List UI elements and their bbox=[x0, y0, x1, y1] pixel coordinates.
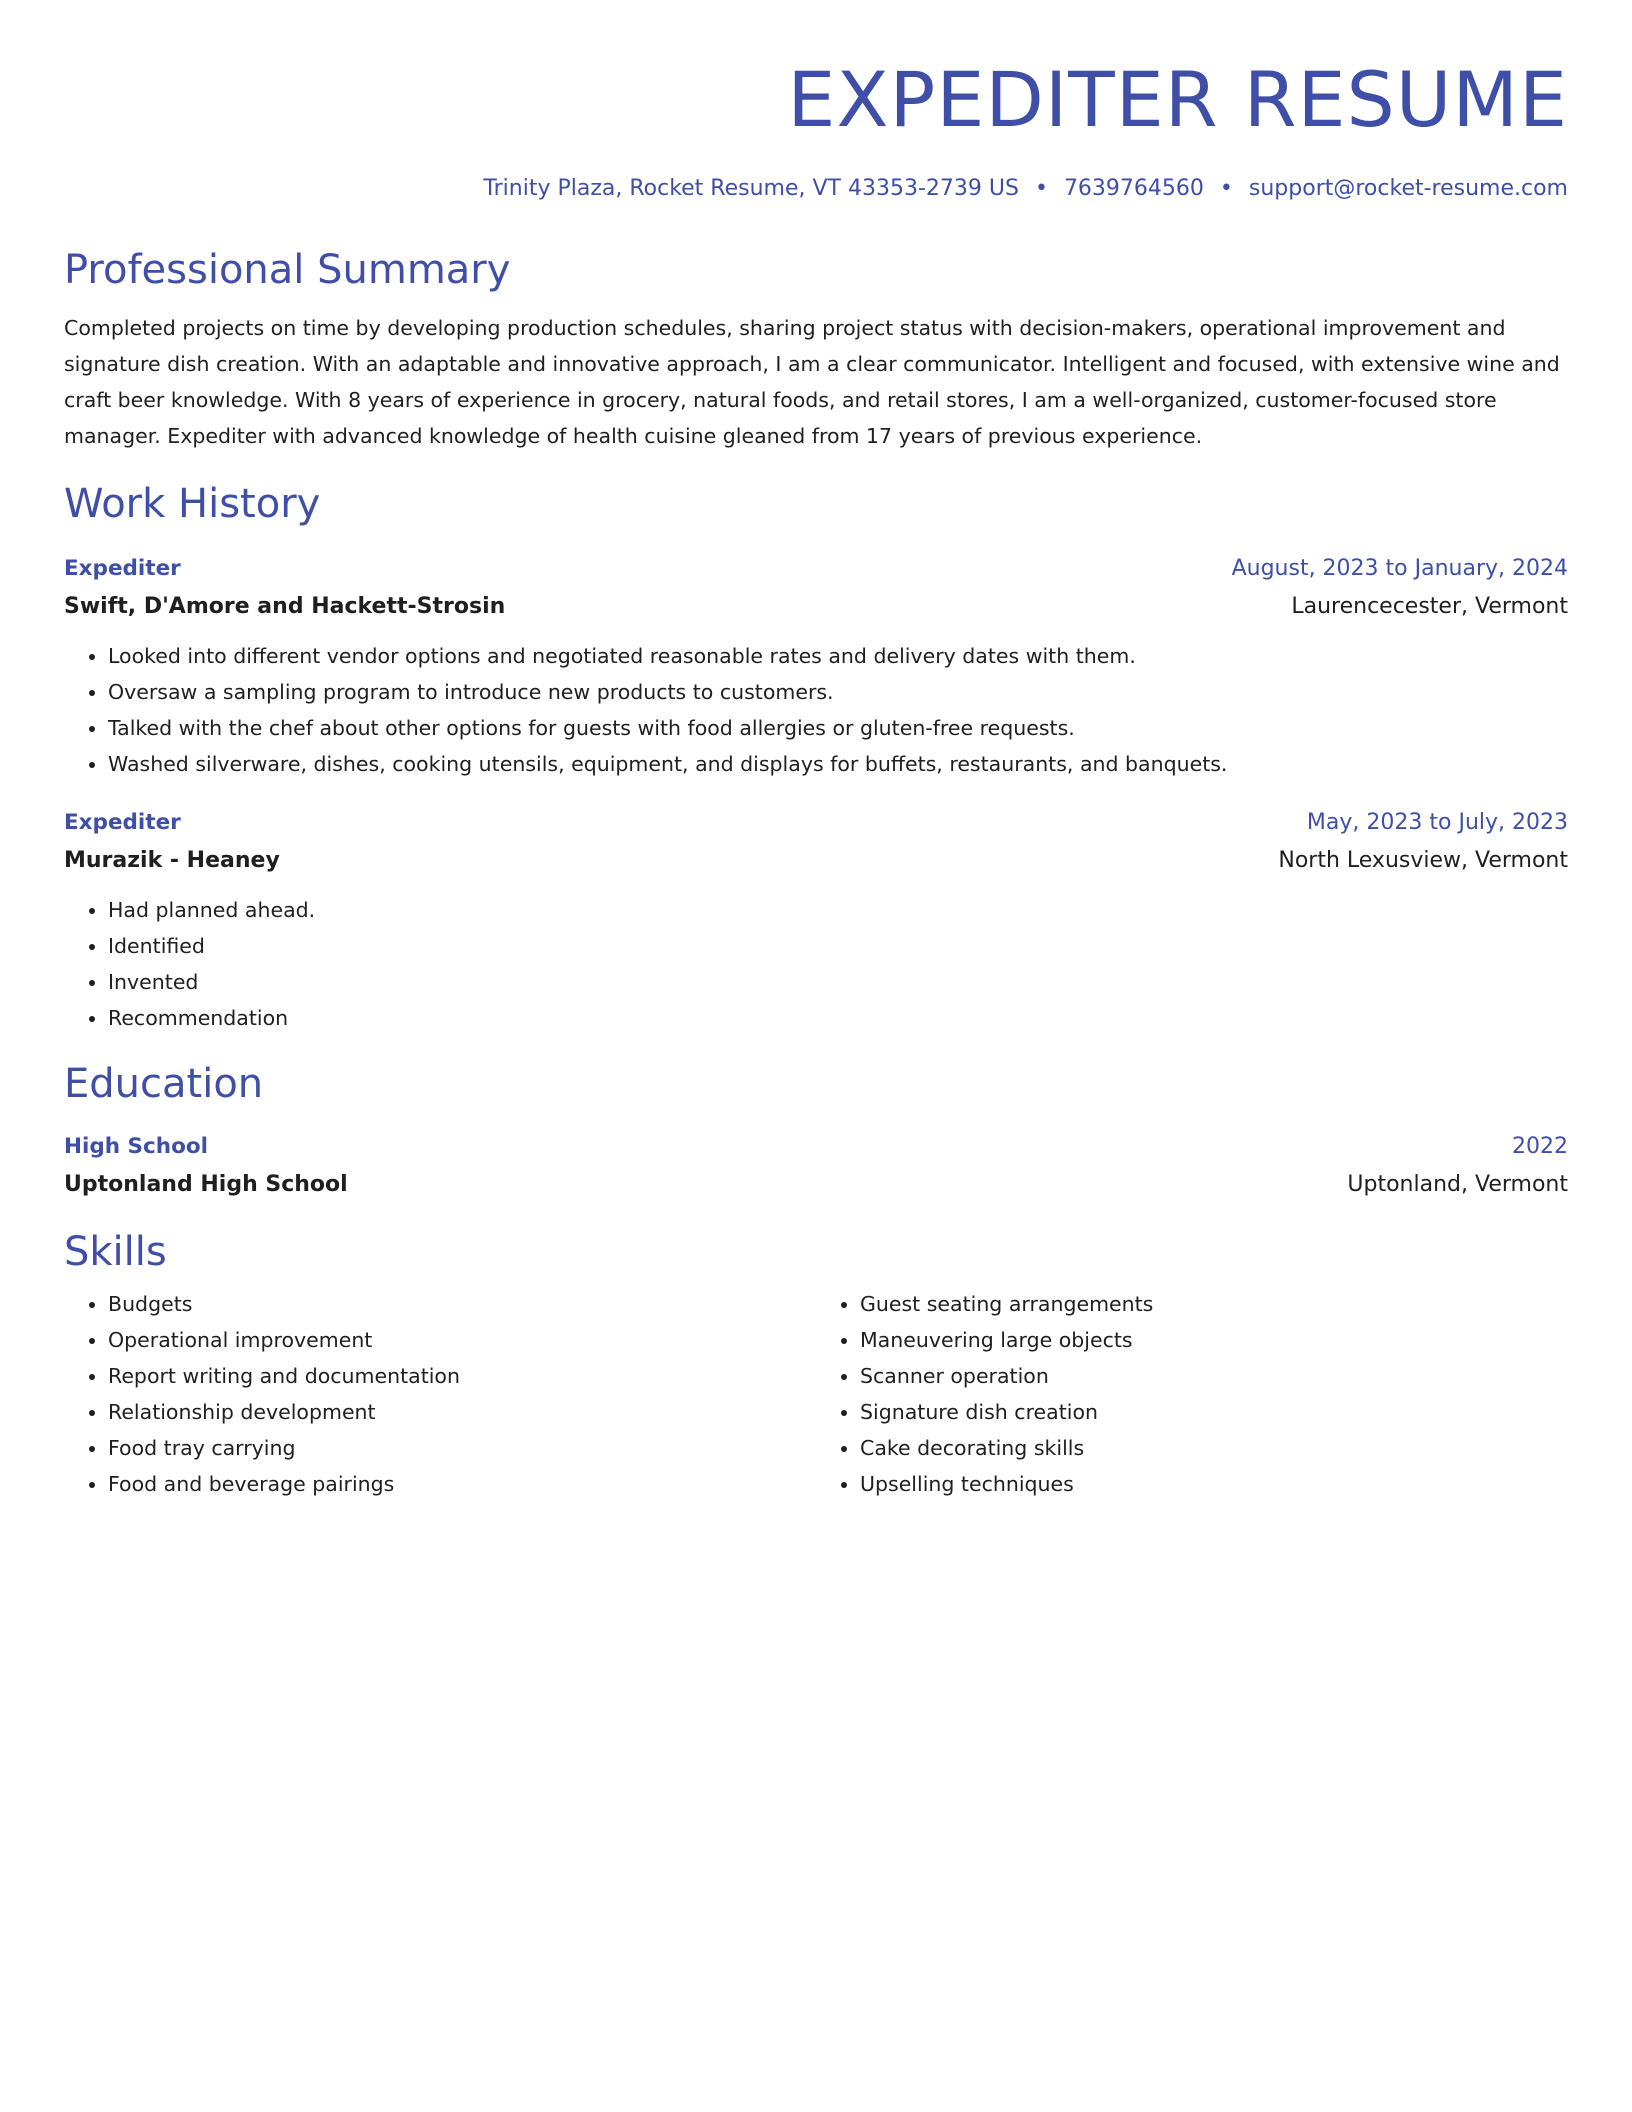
job-duty: • Looked into different vendor options and negotiated reasonable rates and delivery dates with them. bbox=[108, 638, 1568, 674]
job-title: Expediter bbox=[64, 556, 181, 582]
skills-list bbox=[64, 1286, 816, 1502]
skills-column-left bbox=[64, 1286, 816, 1502]
contact-address: Trinity Plaza, Rocket Resume, VT 43353-2739 US bbox=[483, 176, 1019, 201]
work-history-heading: Work History bbox=[64, 481, 321, 528]
skill-item: • Maneuvering large objects bbox=[860, 1322, 1568, 1358]
job-entry bbox=[64, 550, 1568, 782]
job-location: North Lexusview, Vermont bbox=[1278, 848, 1568, 874]
skills-column-right bbox=[816, 1286, 1568, 1502]
job-duty: • Identified bbox=[108, 928, 1568, 964]
contact-phone: 7639764560 bbox=[1063, 176, 1204, 201]
summary-heading: Professional Summary bbox=[64, 247, 511, 294]
skill-item: • Cake decorating skills bbox=[860, 1430, 1568, 1466]
contact-line bbox=[64, 176, 1568, 202]
job-duty: • Had planned ahead. bbox=[108, 892, 1568, 928]
job-title-row bbox=[64, 550, 1568, 588]
job-dates: May, 2023 to July, 2023 bbox=[1306, 810, 1568, 836]
job-duty: • Invented bbox=[108, 964, 1568, 1000]
skill-item: • Signature dish creation bbox=[860, 1394, 1568, 1430]
job-company: Murazik - Heaney bbox=[64, 848, 280, 874]
skill-item: • Operational improvement bbox=[108, 1322, 816, 1358]
skills-heading: Skills bbox=[64, 1229, 167, 1276]
education-school-row bbox=[64, 1166, 1568, 1204]
job-duty: • Washed silverware, dishes, cooking utensils, equipment, and displays for buffets, restaurants, and banquets. bbox=[108, 746, 1568, 782]
job-duties-list bbox=[64, 892, 1568, 1036]
education-degree: High School bbox=[64, 1134, 208, 1160]
contact-separator: • bbox=[1219, 176, 1233, 201]
contact-separator: • bbox=[1034, 176, 1048, 201]
job-title-row bbox=[64, 804, 1568, 842]
skill-item: • Guest seating arrangements bbox=[860, 1286, 1568, 1322]
skills-list bbox=[816, 1286, 1568, 1502]
education-degree-row bbox=[64, 1128, 1568, 1166]
education-year: 2022 bbox=[1512, 1134, 1568, 1160]
resume-title: EXPEDITER RESUME bbox=[787, 55, 1568, 144]
skills-columns bbox=[64, 1286, 1568, 1502]
skill-item: • Food tray carrying bbox=[108, 1430, 816, 1466]
job-duty: • Oversaw a sampling program to introduce new products to customers. bbox=[108, 674, 1568, 710]
skill-item: • Report writing and documentation bbox=[108, 1358, 816, 1394]
skill-item: • Budgets bbox=[108, 1286, 816, 1322]
job-duty: • Recommendation bbox=[108, 1000, 1568, 1036]
job-company: Swift, D'Amore and Hackett-Strosin bbox=[64, 594, 506, 620]
summary-text: Completed projects on time by developing production schedules, sharing project status with decision-makers, operational improvement and signature dish creation. With an adaptable and innovative approach, I am a clear communicator. Intelligent and focused, with extensive wine and craft beer knowledge. With 8 years of experience in grocery, natural foods, and retail stores, I am a well-organized, customer-focused store manager. Expediter with advanced knowledge of health cuisine gleaned from 17 years of previous experience. bbox=[64, 316, 1560, 449]
job-dates: August, 2023 to January, 2024 bbox=[1231, 556, 1568, 582]
job-location: Laurencecester, Vermont bbox=[1291, 594, 1568, 620]
job-company-row bbox=[64, 842, 1568, 880]
education-entry bbox=[64, 1128, 1568, 1204]
job-title: Expediter bbox=[64, 810, 181, 836]
skill-item: • Relationship development bbox=[108, 1394, 816, 1430]
education-school: Uptonland High School bbox=[64, 1172, 348, 1198]
education-location: Uptonland, Vermont bbox=[1347, 1172, 1568, 1198]
job-duties-list bbox=[64, 638, 1568, 782]
education-heading: Education bbox=[64, 1061, 264, 1108]
job-entry bbox=[64, 804, 1568, 1036]
skill-item: • Scanner operation bbox=[860, 1358, 1568, 1394]
contact-email[interactable]: support@rocket-resume.com bbox=[1248, 176, 1568, 201]
skill-item: • Food and beverage pairings bbox=[108, 1466, 816, 1502]
skill-item: • Upselling techniques bbox=[860, 1466, 1568, 1502]
job-duty: • Talked with the chef about other options for guests with food allergies or gluten-free requests. bbox=[108, 710, 1568, 746]
job-company-row bbox=[64, 588, 1568, 626]
